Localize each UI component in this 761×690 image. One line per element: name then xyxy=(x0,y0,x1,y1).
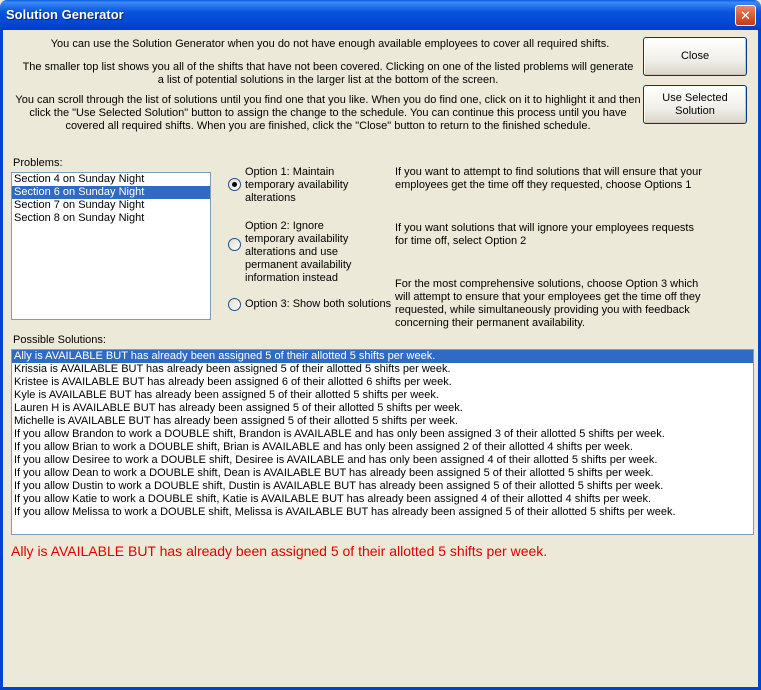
solution-item[interactable]: Kristee is AVAILABLE BUT has already been assigned 6 of their allotted 6 shifts per week. xyxy=(14,376,452,388)
option-3-radio[interactable] xyxy=(228,298,241,311)
intro-paragraph-3: You can scroll through the list of solutions until you find one that you like. When you do find one, click on it to highlight it and then click the "Use Selected Solution" button to assign the change to the schedule. You can continue this process until you have covered all required shifts. When you are finished, click the "Close" button to return to the finished schedule. xyxy=(15,94,641,132)
solution-item[interactable]: If you allow Dean to work a DOUBLE shift, Dean is AVAILABLE BUT has already been assigned 5 of their allotted 5 shifts per week. xyxy=(14,467,654,479)
problems-list[interactable] xyxy=(11,172,211,320)
title-bar xyxy=(0,0,761,30)
solution-item-selected[interactable]: Ally is AVAILABLE BUT has already been assigned 5 of their allotted 5 shifts per week. xyxy=(12,350,753,363)
option-3-label[interactable]: Option 3: Show both solutions xyxy=(245,298,392,310)
solution-item[interactable]: If you allow Katie to work a DOUBLE shift, Katie is AVAILABLE BUT has already been assigned 4 of their allotted 4 shifts per week. xyxy=(14,493,652,505)
solution-item[interactable]: If you allow Brandon to work a DOUBLE shift, Brandon is AVAILABLE and has only been assigned 3 of their allotted 5 shifts per week. xyxy=(14,428,665,440)
window-close-icon[interactable]: ✕ xyxy=(735,5,756,26)
option-1-radio[interactable] xyxy=(228,178,241,191)
close-button[interactable]: Close xyxy=(643,37,747,76)
problem-item[interactable]: Section 7 on Sunday Night xyxy=(14,199,145,211)
option-2-label[interactable]: Option 2: Ignore temporary availability alterations and use permanent availability information instead xyxy=(245,220,352,284)
window-title: Solution Generator xyxy=(6,7,124,22)
possible-solutions-label: Possible Solutions: xyxy=(13,334,106,346)
solution-item[interactable]: If you allow Dustin to work a DOUBLE shift, Dustin is AVAILABLE BUT has already been assigned 5 of their allotted 5 shifts per week. xyxy=(14,480,664,492)
solution-item[interactable]: Lauren H is AVAILABLE BUT has already been assigned 5 of their allotted 5 shifts per week. xyxy=(14,402,463,414)
option-2-description: If you want solutions that will ignore your employees requests for time off, select Option 2 xyxy=(395,222,694,247)
option-1-description: If you want to attempt to find solutions that will ensure that your employees get the time off they requested, choose Options 1 xyxy=(395,166,702,191)
intro-paragraph-2: The smaller top list shows you all of the shifts that have not been covered. Clicking on one of the listed problems will generate a list of potential solutions in the larger list at the bottom of the screen. xyxy=(22,61,634,86)
option-1-label[interactable]: Option 1: Maintain temporary availability alterations xyxy=(245,166,349,204)
problem-item[interactable]: Section 4 on Sunday Night xyxy=(14,173,145,185)
solution-item[interactable]: If you allow Brian to work a DOUBLE shift, Brian is AVAILABLE and has only been assigned 2 of their allotted 4 shifts per week. xyxy=(14,441,633,453)
solution-item[interactable]: Michelle is AVAILABLE BUT has already been assigned 5 of their allotted 5 shifts per week. xyxy=(14,415,458,427)
use-selected-solution-button[interactable]: Use Selected Solution xyxy=(643,85,747,124)
option-3-description: For the most comprehensive solutions, choose Option 3 which will attempt to ensure that your employees get the time off they requested, while simultaneously providing you with feedback concerning their permanent availability. xyxy=(395,278,701,329)
solutions-list[interactable] xyxy=(11,349,754,535)
solution-item[interactable]: Krissia is AVAILABLE BUT has already been assigned 5 of their allotted 5 shifts per week. xyxy=(14,363,451,375)
solution-item[interactable]: Kyle is AVAILABLE BUT has already been assigned 5 of their allotted 5 shifts per week. xyxy=(14,389,439,401)
selected-solution-status: Ally is AVAILABLE BUT has already been assigned 5 of their allotted 5 shifts per week. xyxy=(11,543,548,559)
solution-item[interactable]: If you allow Melissa to work a DOUBLE shift, Melissa is AVAILABLE BUT has already been assigned 5 of their allotted 5 shifts per week. xyxy=(14,506,676,518)
problems-label: Problems: xyxy=(13,157,63,169)
problem-item-selected[interactable]: Section 6 on Sunday Night xyxy=(12,186,210,199)
solution-item[interactable]: If you allow Desiree to work a DOUBLE shift, Desiree is AVAILABLE and has only been assigned 4 of their allotted 5 shifts per week. xyxy=(14,454,658,466)
option-2-radio[interactable] xyxy=(228,238,241,251)
problem-item[interactable]: Section 8 on Sunday Night xyxy=(14,212,145,224)
intro-paragraph-1: You can use the Solution Generator when you do not have enough available employees to cover all required shifts. xyxy=(50,38,610,50)
